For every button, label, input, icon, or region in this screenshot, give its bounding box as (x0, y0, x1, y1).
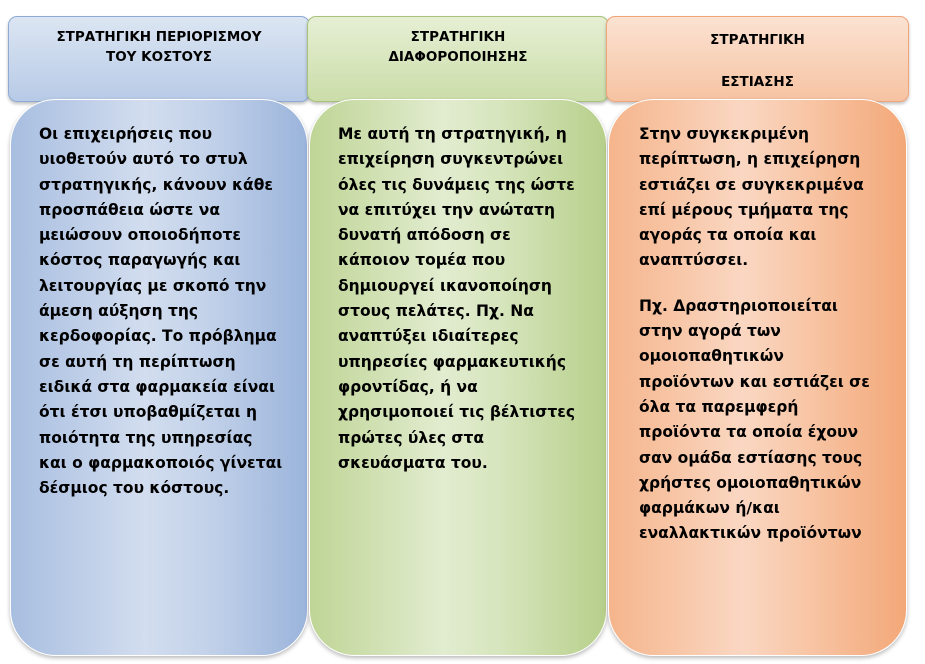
header-line: ΣΤΡΑΤΗΓΙΚΗ (410, 29, 506, 45)
column-card (608, 99, 907, 656)
column-cost-limitation (8, 0, 310, 664)
column-header (8, 16, 310, 102)
header-line: ΤΟΥ ΚΟΣΤΟΥΣ (105, 49, 212, 65)
header-line: ΣΤΡΑΤΗΓΙΚΗ ΠΕΡΙΟΡΙΣΜΟΥ (56, 29, 262, 45)
card-paragraph: Με αυτή τη στρατηγική, η επιχείρηση συγκεντρώνει όλες τις δυνάμεις της ώστε να επιτύχει την ανώτατη δυνατή απόδοση σε κάποιον τομέα που δημιουργεί ικανοποίηση στους πελάτες. Πχ. Να αναπτύξει ιδιαίτερες υπηρεσίες φαρμακευτικής φροντίδας, ή να χρησιμοποιεί τις βέλτιστες πρώτες ύλες στα σκευάσματα του. (338, 125, 576, 472)
header-line: ΔΙΑΦΟΡΟΠΟΙΗΣΗΣ (388, 49, 528, 65)
column-card (10, 99, 308, 656)
card-paragraph: Πχ. Δραστηριοποιείται στην αγορά των ομοιοπαθητικών προϊόντων και εστιάζει σε όλα τα παρεμφερή προϊόντα τα οποία έχουν σαν ομάδα εστίασης τους χρήστες ομοιοπαθητικών φαρμάκων ή/και εναλλακτικών προϊόντων (639, 296, 870, 543)
card-paragraph: Στην συγκεκριμένη περίπτωση, η επιχείρηση εστιάζει σε συγκεκριμένα επί μέρους τμήματα της αγοράς τα οποία και αναπτύσσει. (639, 125, 864, 270)
header-line: ΣΤΡΑΤΗΓΙΚΗ (710, 32, 805, 48)
column-header (307, 16, 609, 102)
column-focus (606, 0, 909, 664)
column-card (309, 99, 607, 656)
header-line: ΕΣΤΙΑΣΗΣ (721, 74, 794, 90)
column-header (606, 16, 909, 102)
card-paragraph: Οι επιχειρήσεις που υιοθετούν αυτό το στυλ στρατηγικής, κάνουν κάθε προσπάθεια ώστε να μειώσουν οποιοδήποτε κόστος παραγωγής και λειτουργίας με σκοπό την άμεση αύξηση της κερδοφορίας. Το πρόβλημα σε αυτή τη περίπτωση ειδικά στα φαρμακεία είναι ότι έτσι υποβαθμίζεται η ποιότητα της υπηρεσίας και ο φαρμακοποιός γίνεται δέσμιος του κόστους. (39, 125, 283, 498)
column-differentiation (307, 0, 609, 664)
